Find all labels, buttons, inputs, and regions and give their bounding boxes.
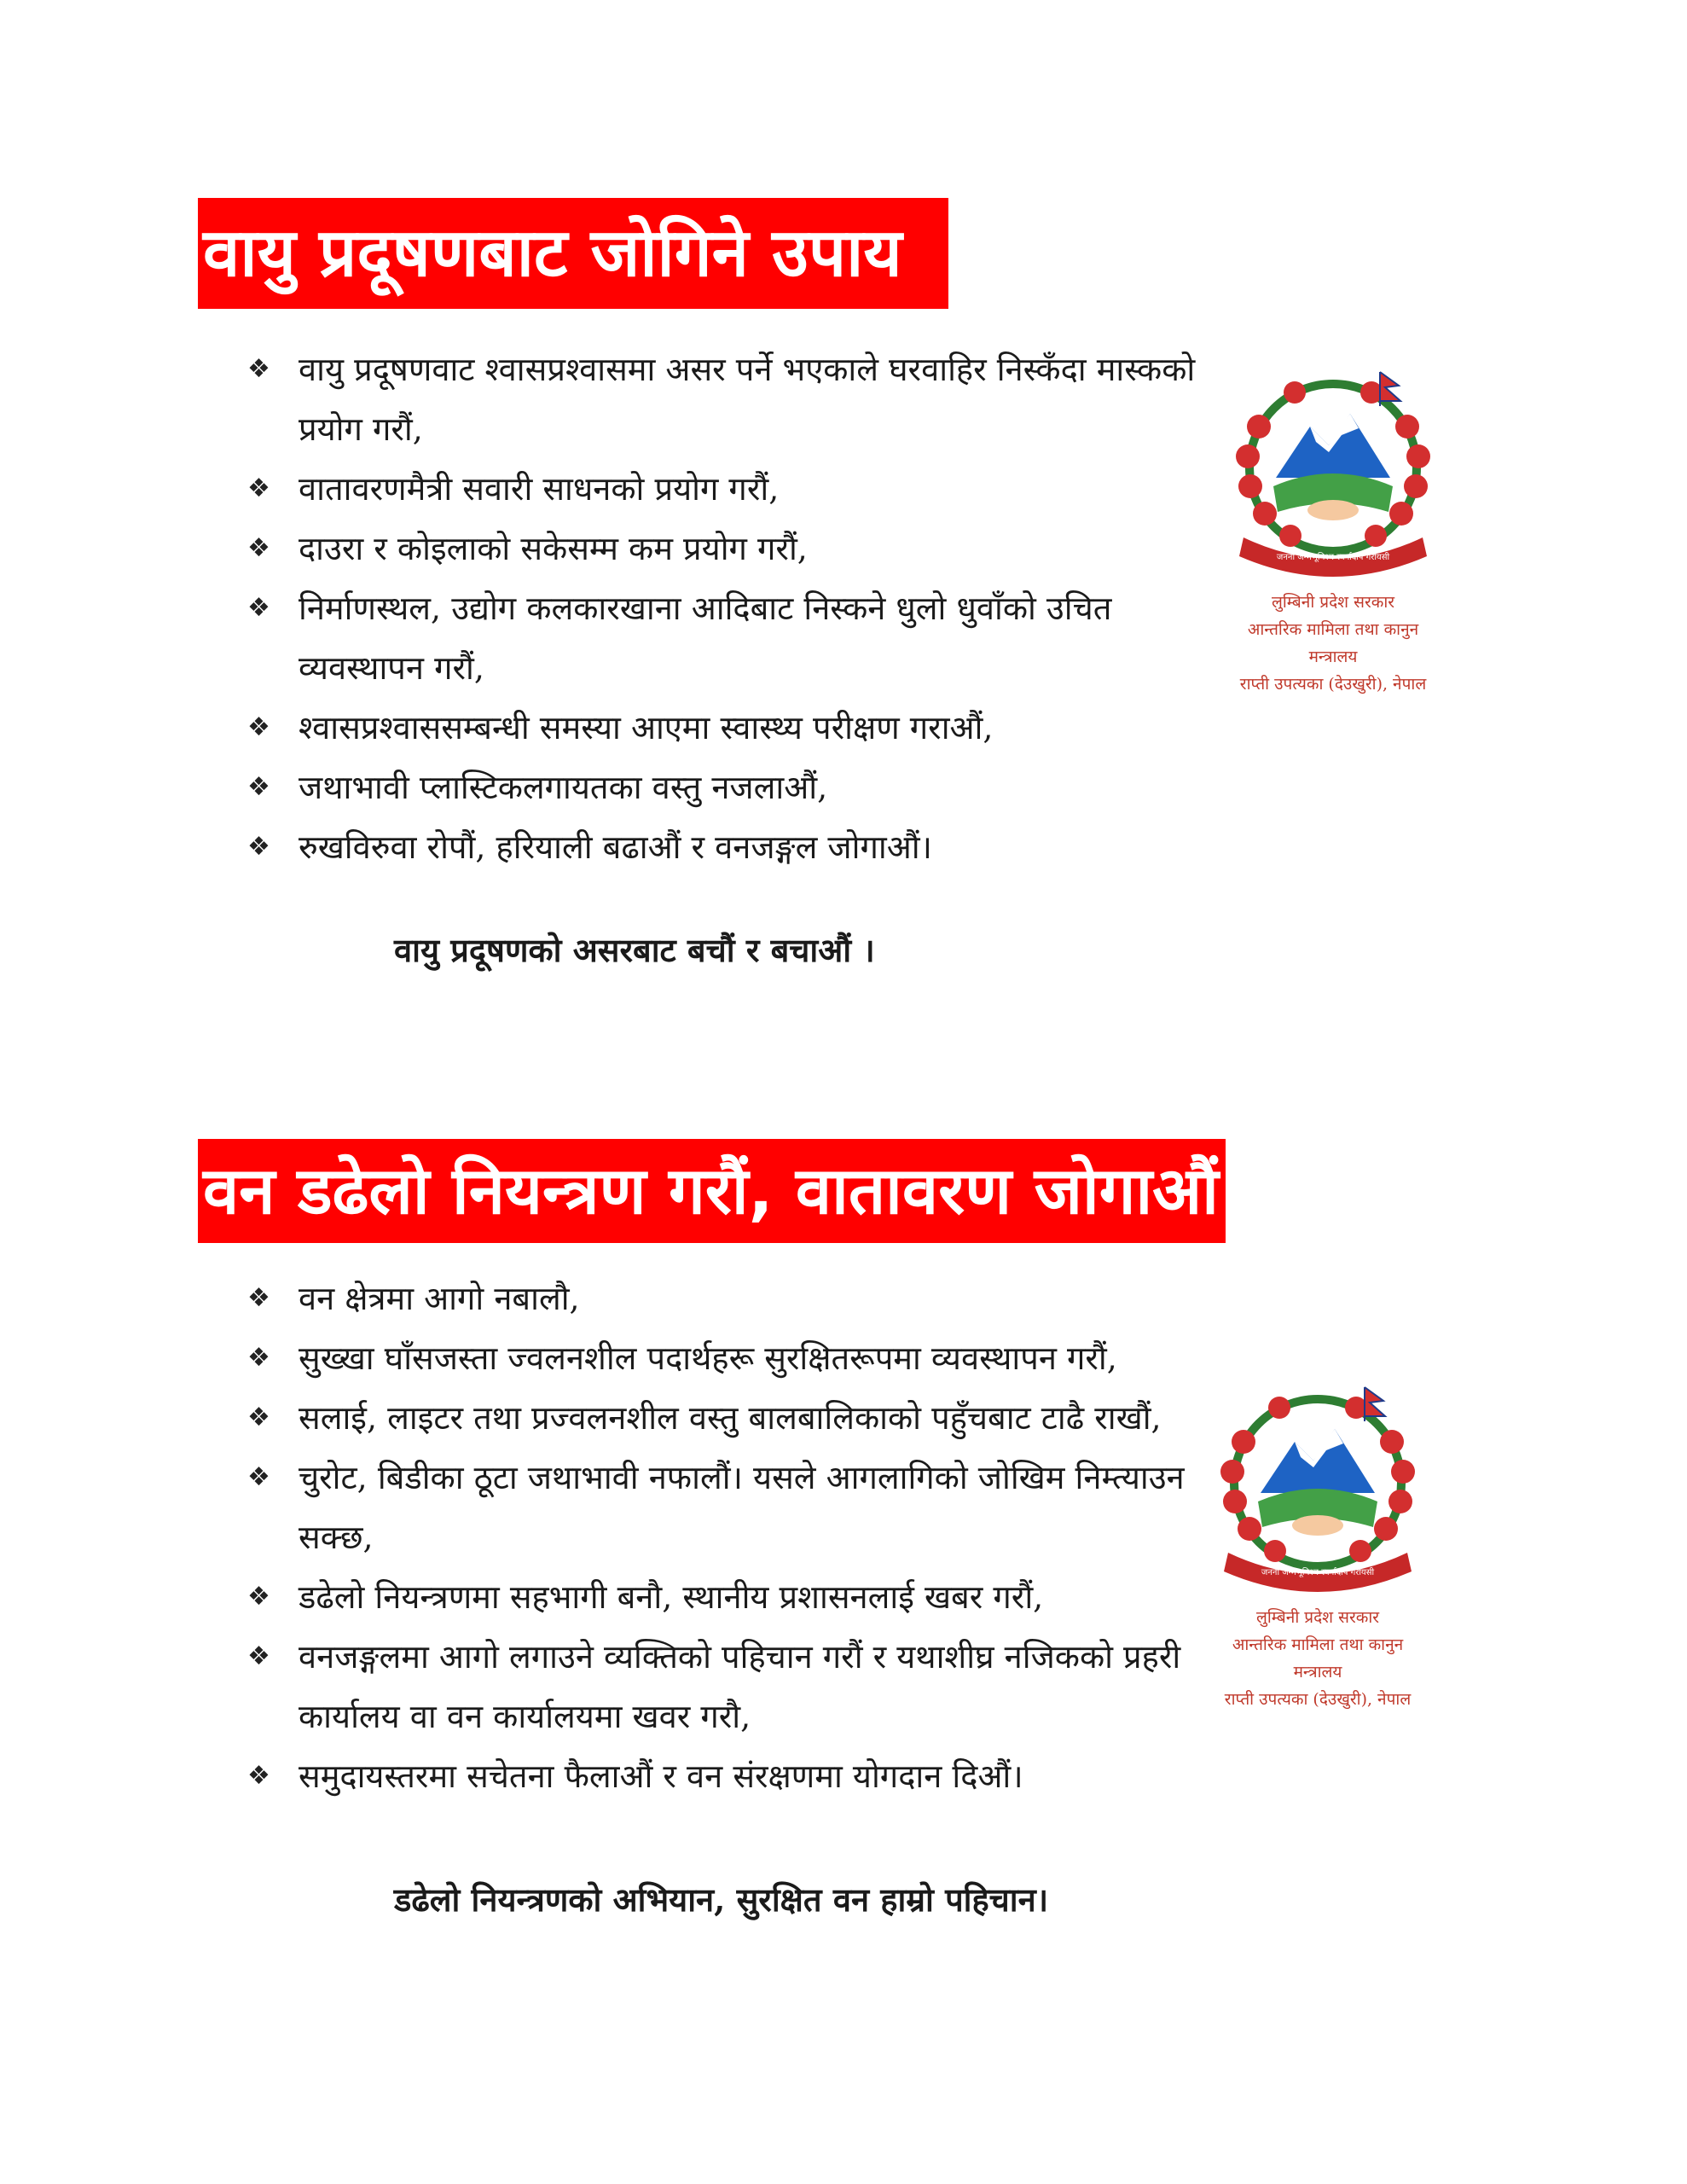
emblem-line: लुम्बिनी प्रदेश सरकार	[1271, 593, 1395, 612]
diamond-bullet-icon: ❖	[247, 593, 270, 623]
emblem-line: आन्तरिक मामिला तथा कानुन	[1232, 1635, 1404, 1654]
diamond-bullet-icon: ❖	[247, 1403, 270, 1432]
diamond-bullet-icon: ❖	[247, 1582, 270, 1612]
list-item: ❖ वातावरणमैत्री सवारी साधनको प्रयोग गरौं,	[247, 459, 1203, 519]
list-item: ❖ रुखविरुवा रोपौं, हरियाली बढाऔं र वनजङ्गल जोगाऔं।	[247, 817, 1203, 877]
list-item: ❖ वन क्षेत्रमा आगो नबालौ,	[247, 1269, 1237, 1328]
emblem-line: मन्त्रालय	[1308, 648, 1358, 666]
diamond-bullet-icon: ❖	[247, 772, 270, 802]
diamond-bullet-icon: ❖	[247, 832, 270, 862]
section2-list	[247, 1269, 1237, 1806]
section1-title-banner	[198, 198, 948, 309]
government-emblem	[1194, 1382, 1441, 1713]
emblem-line: आन्तरिक मामिला तथा कानुन	[1247, 620, 1419, 639]
emblem-line: राप्ती उपत्यका (देउखुरी), नेपाल	[1224, 1690, 1412, 1709]
diamond-bullet-icon: ❖	[247, 1641, 270, 1671]
emblem-ribbon-text: जननी जन्मभूमिश्च स्वर्गादपि गरीयसी	[1261, 1568, 1375, 1577]
section2-title: वन डढेलो नियन्त्रण गरौं, वातावरण जोगाऔं	[203, 1153, 1219, 1228]
list-item: ❖ जथाभावी प्लास्टिकलगायतका वस्तु नजलाऔं,	[247, 758, 1203, 817]
emblem-caption	[1194, 1604, 1441, 1713]
emblem-line: लुम्बिनी प्रदेश सरकार	[1255, 1608, 1380, 1627]
diamond-bullet-icon: ❖	[247, 1283, 270, 1313]
diamond-bullet-icon: ❖	[247, 1462, 270, 1492]
list-item: ❖ सलाई, लाइटर तथा प्रज्वलनशील वस्तु बालबालिकाको पहुँचबाट टाढै राखौं,	[247, 1388, 1237, 1448]
diamond-bullet-icon: ❖	[247, 473, 270, 503]
list-item: ❖ समुदायस्तरमा सचेतना फैलाऔं र वन संरक्षणमा योगदान दिऔं।	[247, 1746, 1237, 1806]
list-item: ❖ निर्माणस्थल, उद्योग कलकारखाना आदिबाट निस्कने धुलो धुवाँको उचित व्यवस्थापन गरौं,	[247, 578, 1203, 698]
nepal-emblem-icon	[1194, 1382, 1441, 1595]
diamond-bullet-icon: ❖	[247, 354, 270, 384]
emblem-line: राप्ती उपत्यका (देउखुरी), नेपाल	[1239, 675, 1427, 694]
emblem-caption	[1209, 589, 1457, 698]
emblem-ribbon-text: जननी जन्मभूमिश्च स्वर्गादपि गरीयसी	[1276, 553, 1390, 562]
list-item: ❖ सुख्खा घाँसजस्ता ज्वलनशील पदार्थहरू सुरक्षितरूपमा व्यवस्थापन गरौं,	[247, 1328, 1237, 1388]
section2-slogan: डढेलो नियन्त्रणको अभियान, सुरक्षित वन हाम्रो पहिचान।	[394, 1880, 1049, 1919]
section1-title: वायु प्रदूषणबाट जोगिने उपाय	[203, 215, 902, 292]
list-item: ❖ दाउरा र कोइलाको सकेसम्म कम प्रयोग गरौं,	[247, 519, 1203, 578]
list-item: ❖ डढेलो नियन्त्रणमा सहभागी बनौ, स्थानीय प्रशासनलाई खबर गरौं,	[247, 1567, 1237, 1627]
emblem-line: मन्त्रालय	[1293, 1663, 1342, 1682]
list-item: ❖ वायु प्रदूषणवाट श्वासप्रश्वासमा असर पर्ने भएकाले घरवाहिर निस्कँदा मास्कको प्रयोग गरौं,	[247, 340, 1203, 459]
diamond-bullet-icon: ❖	[247, 1343, 270, 1373]
government-emblem	[1209, 367, 1457, 698]
diamond-bullet-icon: ❖	[247, 1761, 270, 1791]
list-item: ❖ वनजङ्गलमा आगो लगाउने व्यक्तिको पहिचान गरौं र यथाशीघ्र नजिकको प्रहरी कार्यालय वा वन कार्यालयमा खवर गरौ,	[247, 1627, 1237, 1746]
list-item: ❖ श्वासप्रश्वाससम्बन्धी समस्या आएमा स्वास्थ्य परीक्षण गराऔं,	[247, 698, 1203, 758]
diamond-bullet-icon: ❖	[247, 712, 270, 742]
nepal-emblem-icon	[1209, 367, 1457, 580]
diamond-bullet-icon: ❖	[247, 533, 270, 563]
list-item: ❖ चुरोट, बिडीका ठूटा जथाभावी नफालौं। यसले आगलागिको जोखिम निम्त्याउन सक्छ,	[247, 1448, 1237, 1567]
section1-list	[247, 340, 1203, 877]
section2-title-banner	[198, 1139, 1226, 1243]
section1-slogan: वायु प्रदूषणको असरबाट बचौं र बचाऔं ।	[394, 931, 875, 969]
